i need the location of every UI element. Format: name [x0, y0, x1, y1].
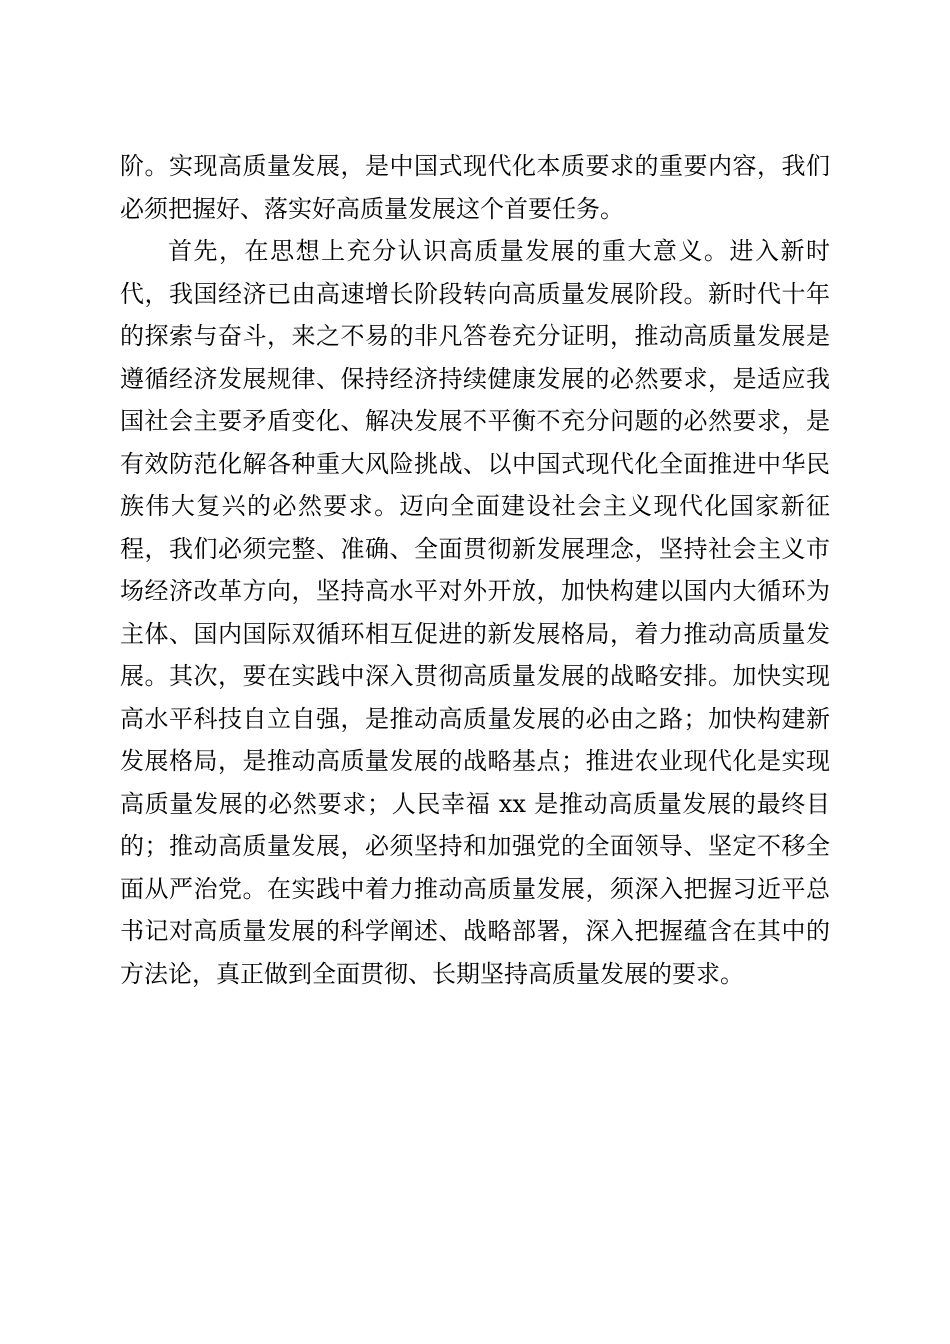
paragraph-continued: 阶。实现高质量发展，是中国式现代化本质要求的重要内容，我们必须把握好、落实好高质量发展这个首要任务。 [120, 152, 830, 223]
paragraph-main: 首先，在思想上充分认识高质量发展的重大意义。进入新时代，我国经济已由高速增长阶段转向高质量发展阶段。新时代十年的探索与奋斗，来之不易的非凡答卷充分证明，推动高质量发展是遵循经济发展规律、保持经济持续健康发展的必然要求，是适应我国社会主要矛盾变化、解决发展不平衡不充分问题的必然要求，是有效防范化解各种重大风险挑战、以中国式现代化全面推进中华民族伟大复兴的必然要求。迈向全面建设社会主义现代化国家新征程，我们必须完整、准确、全面贯彻新发展理念，坚持社会主义市场经济改革方向，坚持高水平对外开放，加快构建以国内大循环为主体、国内国际双循环相互促进的新发展格局，着力推动高质量发展。其次，要在实践中深入贯彻高质量发展的战略安排。加快实现高水平科技自立自强，是推动高质量发展的必由之路；加快构建新发展格局，是推动高质量发展的战略基点；推进农业现代化是实现高质量发展的必然要求；人民幸福 xx 是推动高质量发展的最终目的；推动高质量发展，必须坚持和加强党的全面领导、坚定不移全面从严治党。在实践中着力推动高质量发展，须深入把握习近平总书记对高质量发展的科学阐述、战略部署，深入把握蕴含在其中的方法论，真正做到全面贯彻、长期坚持高质量发展的要求。 [120, 237, 830, 988]
body-text [120, 145, 830, 995]
